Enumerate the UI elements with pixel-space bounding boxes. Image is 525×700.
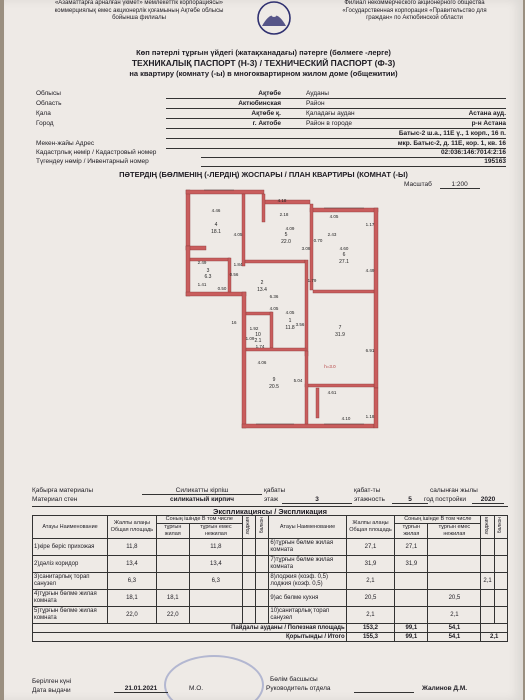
dim-label: 0.70 [313,238,323,243]
total-row [33,633,508,642]
header-nonliving: тұрғын емес нежилая [189,524,242,539]
head-value: Жалинов Д.М. [422,685,468,692]
table-header-row [33,516,508,524]
room-no: 4 [214,222,218,228]
header-right-line: Филиал некоммерческого акционерного общества [344,0,485,6]
cell: 155,3 [346,633,395,642]
stamp-place-label: М.О. [189,685,204,692]
cell [494,573,507,590]
cell: 27,1 [346,539,395,556]
document-page [4,0,523,700]
cadastral-value: 02:036:146:7014:2:16 [440,149,506,156]
header-left-line: коммерциялық емес акционерлік қоғамының Ақтөбе облысы [54,7,224,14]
header-incl: Соның ішінде В том числе [395,516,481,524]
dim-label: 4.05 [329,214,339,219]
cell: 22,0 [156,607,189,624]
balcony-label: балкон [497,517,504,534]
balcony-label: балкон [258,517,265,534]
cell: 6,3 [108,573,157,590]
height-label: h=3.0 [324,364,336,369]
dim-label: 4.05 [269,306,279,311]
room-area: 6.3 [204,274,212,280]
header-left [34,0,244,23]
cell: 11,8 [108,539,157,556]
wall-value-kz: Силикатты кірпіш [142,487,262,495]
oblys-label: Облысы [36,90,61,97]
room-area: 11.8 [285,325,295,331]
cell: 5)тұрғын бөлме жилая комната [33,607,108,624]
address-value-kz: Батыс-2 ш.а., 11Е ү., 1 корп., 16 п. [398,130,506,137]
address-value-ru: мкр. Батыс-2, д. 11Е, кор. 1, кв. 16 [397,140,506,147]
dim-label: 6.91 [365,348,375,353]
cell [242,556,255,573]
floor-plan [174,186,389,434]
cell [494,556,507,573]
rayon-gorod-label: Район в городе [306,120,352,127]
cell: 2,1 [346,573,395,590]
cell [256,590,269,607]
cell: 54,1 [428,624,481,633]
table-row [33,556,508,573]
explication-title: Экспликациясы / Экспликация [32,506,508,515]
header-incl: Соның ішінде В том числе [156,516,242,524]
room-area: 13.4 [257,287,267,293]
dim-label: 0.50 [217,286,227,291]
useful-area-label: Пайдалы ауданы / Полезная площадь [33,624,347,633]
header-balcony [256,516,269,539]
cell: 2,1 [481,573,494,590]
floors-value: 5 [392,496,428,504]
rayon-gorod-value: р-н Астана [471,120,506,127]
dim-label: 2.18 [279,212,289,217]
cell [428,573,481,590]
room-no: 7 [338,325,342,331]
room-no: 6 [342,252,346,258]
dim-label: 4.18 [277,198,287,203]
cell: 13,4 [189,556,242,573]
room-no: 10 [255,332,261,338]
dim-label: 4.61 [327,390,337,395]
header-loggia [481,516,494,539]
inventory-value: 195163 [484,158,506,165]
loggia-label: лоджия [484,516,491,535]
room-area: 31.9 [335,332,345,338]
inventory-label: Түгендеу нөмір / Инвентарный номер [36,158,149,165]
dim-label: 2.49 [197,260,207,265]
table-row [33,573,508,590]
cell: 27,1 [395,539,428,556]
state-corporation-logo-icon [248,0,300,36]
year-value: 2020 [472,496,504,504]
title-line-3: на квартиру (комнату (-ы) в многоквартирном жилом доме (общежитии) [129,69,398,78]
cell [481,607,494,624]
gorod-label: Город [36,120,54,127]
table-row [33,539,508,556]
head-label-ru: Руководитель отдела [266,685,331,692]
room-no: 5 [284,232,288,238]
cell [256,573,269,590]
cell [481,590,494,607]
kala-label: Қала [36,110,51,117]
dim-label: 4.05 [285,310,295,315]
issued-label-ru: Дата выдачи [32,687,71,694]
header-right-line: граждан» по Актюбинской области [366,15,463,21]
plan-title: ПӘТЕРДІҢ (БӨЛМЕНІҢ (-ЛЕРДІҢ) ЖОСПАРЫ / ПЛАН КВАРТИРЫ (КОМНАТ (-Ы) [119,170,408,179]
field-row-inventory [36,158,506,167]
cell [494,590,507,607]
dim-label: 4.10 [341,416,351,421]
scale-value: 1:200 [440,181,480,189]
header-name: Атауы Наименование [269,516,346,539]
cell: 22,0 [108,607,157,624]
stamp [164,655,264,700]
cell: 10)санитарлық торап санузел [269,607,346,624]
dim-label: 6.36 [269,294,279,299]
dim-label: 3.08 [301,246,311,251]
header-living: тұрғын жилая [156,524,189,539]
dim-label: 1.17 [365,222,375,227]
title-line-2: ТЕХНИКАЛЫҚ ПАСПОРТ (Н-3) / ТЕХНИЧЕСКИЙ ПАСПОРТ (Ф-3) [131,58,396,68]
dim-label: 4.09 [285,226,295,231]
cell: 99,1 [395,633,428,642]
floor-label-ru: этаж [264,496,279,503]
room-no: 1 [288,318,292,324]
cell [189,607,242,624]
dim-label: 16 [231,320,237,325]
cell [428,539,481,556]
floor-value: 3 [282,496,352,504]
cell: 18,1 [108,590,157,607]
cell: 7)тұрғын бөлме жилая комната [269,556,346,573]
cell [156,539,189,556]
dim-label: 1.92 [249,326,259,331]
room-area: 22.0 [281,239,291,245]
header-total: Жалпы алаңы Общая площадь [108,516,157,539]
cell [256,556,269,573]
cell [256,607,269,624]
dim-label: 0.56 [229,272,239,277]
header-left-line: бойынша филиалы [112,15,166,21]
rayon-label: Район [306,100,325,107]
dim-label: 4.46 [211,208,221,213]
floors-label-kz: қабат-ты [354,487,381,494]
dim-label: 4.49 [365,268,375,273]
scale-row [404,181,504,189]
room-area: 27.1 [339,259,349,265]
cell [428,556,481,573]
cell [242,590,255,607]
header-right [322,0,507,23]
field-row-address-kz [36,130,506,139]
header-loggia [242,516,255,539]
field-row-oblys [36,90,506,99]
field-row-oblast [36,100,506,109]
total-label: Қорытынды / Итого [33,633,347,642]
cell: 13,4 [108,556,157,573]
dim-label: 2.43 [327,232,337,237]
cell [242,607,255,624]
audany-label: Ауданы [306,90,329,97]
header-right-line: «Государственная корпорация «Правительство для [342,7,487,14]
gorod-value: г. Актобе [252,120,281,127]
cell [395,590,428,607]
cell [481,556,494,573]
useful-area-row [33,624,508,633]
title-line-1: Көп пәтерлі тұрғын үйдегі (жатақханадағы) пәтерге (бөлмеге -лерге) [136,48,391,57]
dim-label: 4.05 [233,232,243,237]
dim-label: 1.09 [245,336,255,341]
material-row-kz [32,487,502,496]
cell: 2,1 [428,607,481,624]
room-no: 2 [260,280,264,286]
cell: 20,5 [428,590,481,607]
cell: 4)тұрғын бөлме жилая комната [33,590,108,607]
cell [395,573,428,590]
room-area: 2.1 [254,338,262,344]
cell [395,607,428,624]
dim-label: 3.56 [295,322,305,327]
header-total: Жалпы алаңы Общая площадь [346,516,395,539]
room-no: 3 [206,268,210,274]
field-row-kala [36,110,506,119]
cadastral-label: Кадастрлық нөмір / Кадастровый номер [36,149,157,156]
field-row-gorod [36,120,506,129]
oblys-value: Ақтөбе [258,90,281,97]
cell [494,539,507,556]
cell: 153,2 [346,624,395,633]
explication-table [32,515,508,642]
header-living: тұрғын жилая [395,524,428,539]
field-row-address [36,140,506,149]
field-row-cadastral [36,149,506,158]
cell [156,573,189,590]
table-row [33,607,508,624]
cell: 1)кіре беріс прихожая [33,539,108,556]
material-row-ru [32,496,502,505]
wall-label-ru: Материал стен [32,496,78,503]
cell: 31,9 [395,556,428,573]
cell: 20,5 [346,590,395,607]
cell: 2,1 [346,607,395,624]
dim-label: 1.74 [255,344,265,349]
header-name: Атауы Наименование [33,516,108,539]
cell [189,590,242,607]
cell: 3)санитарлық торап санузел [33,573,108,590]
room-area: 20.5 [269,384,279,390]
table-row [33,590,508,607]
issued-label-kz: Берілген күні [32,678,72,685]
dim-label: 5.04 [293,378,303,383]
cell [481,539,494,556]
kala-rayon-label: Қаладағы аудан [306,110,355,117]
room-no: 9 [272,377,276,383]
dim-label: 1.18 [365,414,375,419]
cell: 6,3 [189,573,242,590]
floor-label-kz: қабаты [264,487,286,494]
dim-label: 1.79 [307,278,317,283]
head-label-kz: Бөлім басшысы [270,676,318,683]
header-left-line: «Азаматтарға арналған үкімет» мемлекеттік корпорациясы» [54,0,224,6]
cell [256,539,269,556]
dim-label: 1.84 [233,262,243,267]
oblast-label: Область [36,100,62,107]
wall-value-ru: силикатный кирпич [170,496,234,503]
kala-rayon-value: Астана ауд. [468,110,506,117]
cell [242,573,255,590]
dim-label: 4.60 [339,246,349,251]
cell: 99,1 [395,624,428,633]
signature-line [354,692,414,693]
cell: 2,1 [481,633,508,642]
dim-label: 4.06 [257,360,267,365]
header-nonliving: тұрғын емес нежилая [428,524,481,539]
cell: 54,1 [428,633,481,642]
cell [156,556,189,573]
cell: 9)ас бөлме кухня [269,590,346,607]
address-label: Мекен-жайы Адрес [36,140,95,147]
header-balcony [494,516,507,539]
floors-label-ru: этажность [354,496,385,503]
cell: 2)дәліз коридор [33,556,108,573]
kala-value: Ақтөбе қ. [251,110,281,117]
cell [242,539,255,556]
cell: 8)лоджия (коэф. 0,5) лоджия (коэф. 0,5) [269,573,346,590]
wall-label-kz: Қабырға материалы [32,487,93,494]
cell [494,607,507,624]
cell: 6)тұрғын бөлме жилая комната [269,539,346,556]
cell: 18,1 [156,590,189,607]
oblast-value: Актюбинская [238,100,281,107]
cell [481,624,508,633]
issued-value: 21.01.2021 [114,685,168,693]
loggia-label: лоджия [245,516,252,535]
room-area: 18.1 [211,229,221,235]
scale-label: Масштаб [404,181,432,188]
dim-label: 1.41 [197,282,207,287]
cell: 11,8 [189,539,242,556]
year-label-ru: год постройки [424,496,466,503]
year-label-kz: салынған жылы [430,487,478,494]
cell: 31,9 [346,556,395,573]
